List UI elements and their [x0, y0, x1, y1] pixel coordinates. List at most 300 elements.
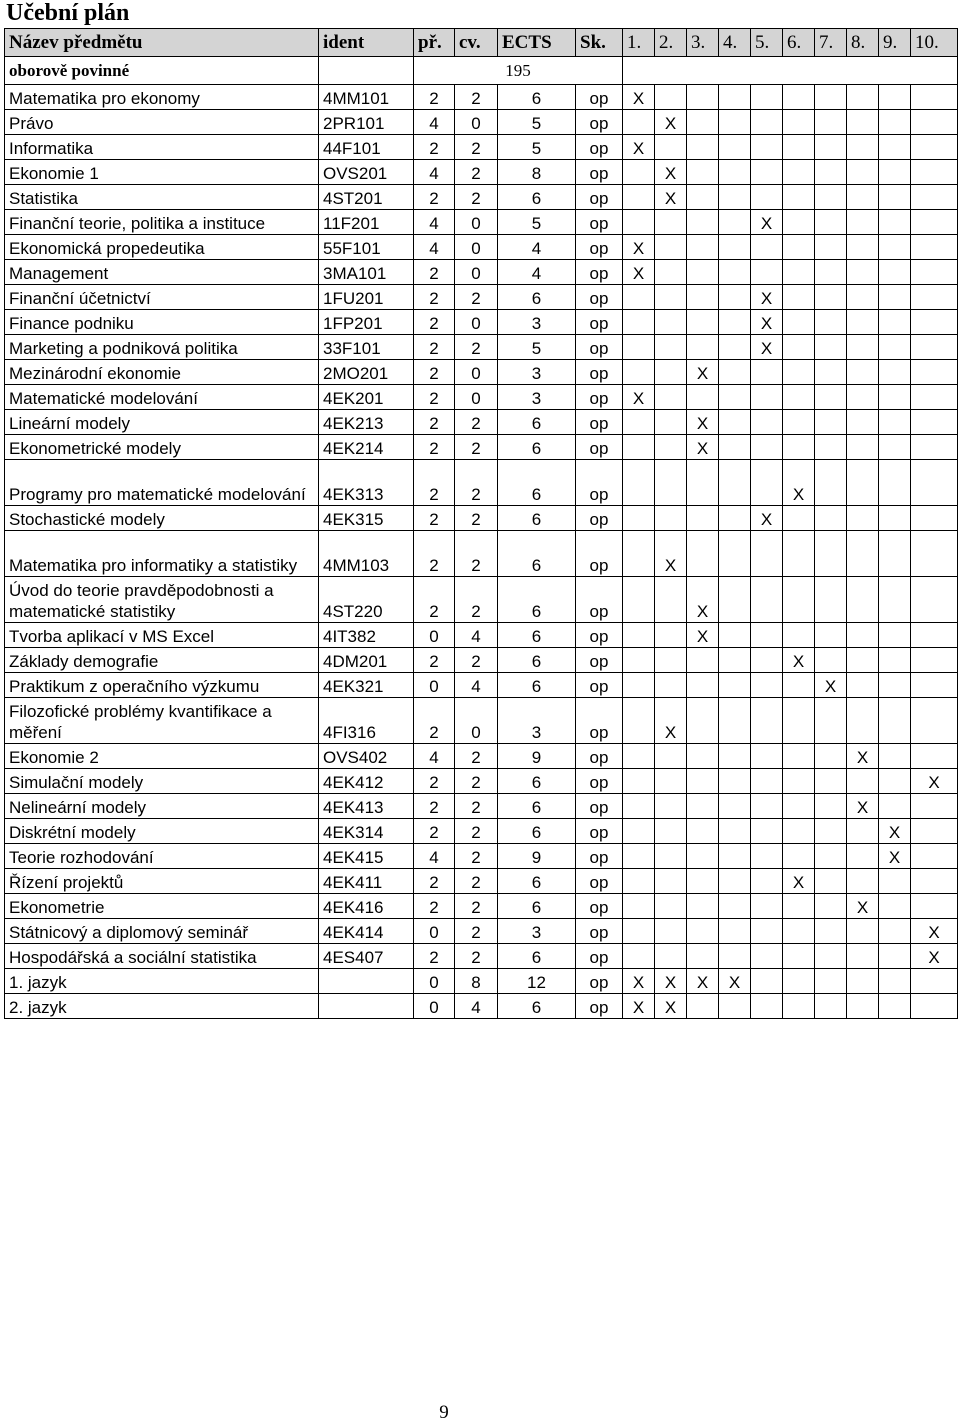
table-row	[5, 844, 958, 869]
semester-cell-9	[879, 969, 911, 994]
semester-cell-1	[623, 110, 655, 135]
header-completion: Sk.	[576, 29, 623, 57]
course-completion: op	[576, 235, 623, 260]
header-semester-3: 3.	[687, 29, 719, 57]
course-name: Nelineární modely	[5, 794, 319, 819]
course-ects: 6	[498, 769, 576, 794]
course-completion: op	[576, 435, 623, 460]
course-name: 2. jazyk	[5, 994, 319, 1019]
semester-cell-10	[911, 869, 958, 894]
semester-cell-6	[783, 360, 815, 385]
semester-cell-10	[911, 235, 958, 260]
semester-cell-9	[879, 460, 911, 506]
course-ident: 4EK214	[319, 435, 414, 460]
semester-cell-7	[815, 698, 847, 744]
table-row	[5, 944, 958, 969]
semester-cell-6	[783, 577, 815, 623]
semester-cell-9	[879, 506, 911, 531]
semester-cell-8	[847, 698, 879, 744]
semester-cell-7	[815, 844, 847, 869]
course-lectures: 2	[414, 577, 455, 623]
course-ects: 6	[498, 410, 576, 435]
semester-cell-8	[847, 819, 879, 844]
semester-cell-1	[623, 698, 655, 744]
semester-cell-2	[655, 919, 687, 944]
table-row	[5, 385, 958, 410]
semester-cell-4	[719, 135, 751, 160]
semester-cell-9	[879, 310, 911, 335]
semester-cell-10	[911, 185, 958, 210]
semester-cell-10	[911, 285, 958, 310]
course-name: Státnicový a diplomový seminář	[5, 919, 319, 944]
course-name: Diskrétní modely	[5, 819, 319, 844]
semester-cell-8	[847, 577, 879, 623]
semester-cell-6	[783, 185, 815, 210]
semester-cell-2	[655, 260, 687, 285]
semester-cell-5	[751, 969, 783, 994]
course-ident: 33F101	[319, 335, 414, 360]
header-semester-4: 4.	[719, 29, 751, 57]
course-lectures: 2	[414, 185, 455, 210]
table-row	[5, 185, 958, 210]
semester-cell-8	[847, 360, 879, 385]
semester-cell-6	[783, 673, 815, 698]
course-lectures: 2	[414, 360, 455, 385]
course-exercises: 2	[455, 335, 498, 360]
semester-cell-8	[847, 623, 879, 648]
semester-cell-5	[751, 360, 783, 385]
course-lectures: 0	[414, 919, 455, 944]
semester-cell-1	[623, 210, 655, 235]
semester-cell-3	[687, 919, 719, 944]
course-exercises: 8	[455, 969, 498, 994]
semester-cell-9	[879, 210, 911, 235]
course-ident	[319, 969, 414, 994]
semester-cell-5	[751, 769, 783, 794]
course-name: Úvod do teorie pravděpodobnosti a matematické statistiky	[5, 577, 319, 623]
table-row	[5, 160, 958, 185]
course-exercises: 2	[455, 135, 498, 160]
table-row	[5, 506, 958, 531]
semester-cell-6	[783, 769, 815, 794]
course-completion: op	[576, 844, 623, 869]
semester-cell-2: X	[655, 698, 687, 744]
course-lectures: 2	[414, 698, 455, 744]
semester-cell-2	[655, 844, 687, 869]
semester-cell-4	[719, 185, 751, 210]
course-lectures: 2	[414, 335, 455, 360]
course-ects: 6	[498, 794, 576, 819]
course-completion: op	[576, 185, 623, 210]
semester-cell-3	[687, 531, 719, 577]
course-name: Matematické modelování	[5, 385, 319, 410]
curriculum-table-body	[5, 29, 958, 1019]
course-completion: op	[576, 673, 623, 698]
semester-cell-3: X	[687, 969, 719, 994]
semester-cell-5	[751, 894, 783, 919]
semester-cell-2	[655, 385, 687, 410]
semester-cell-4	[719, 506, 751, 531]
semester-cell-3	[687, 769, 719, 794]
semester-cell-6	[783, 744, 815, 769]
course-ects: 6	[498, 944, 576, 969]
semester-cell-7	[815, 260, 847, 285]
semester-cell-2	[655, 819, 687, 844]
semester-cell-8	[847, 160, 879, 185]
course-completion: op	[576, 460, 623, 506]
course-exercises: 2	[455, 944, 498, 969]
course-completion: op	[576, 648, 623, 673]
semester-cell-3	[687, 460, 719, 506]
semester-cell-9	[879, 185, 911, 210]
course-name: Ekonometrické modely	[5, 435, 319, 460]
semester-cell-8	[847, 944, 879, 969]
course-name: Finance podniku	[5, 310, 319, 335]
semester-cell-7	[815, 210, 847, 235]
semester-cell-9	[879, 260, 911, 285]
semester-cell-4	[719, 360, 751, 385]
semester-cell-4	[719, 85, 751, 110]
semester-cell-4	[719, 385, 751, 410]
course-completion: op	[576, 410, 623, 435]
table-row	[5, 623, 958, 648]
semester-cell-3: X	[687, 623, 719, 648]
course-exercises: 2	[455, 410, 498, 435]
course-completion: op	[576, 944, 623, 969]
semester-cell-8	[847, 769, 879, 794]
table-row	[5, 335, 958, 360]
semester-cell-2	[655, 410, 687, 435]
course-ident: OVS402	[319, 744, 414, 769]
semester-cell-3	[687, 844, 719, 869]
semester-cell-9	[879, 385, 911, 410]
semester-cell-5: X	[751, 506, 783, 531]
course-exercises: 2	[455, 744, 498, 769]
course-name: Řízení projektů	[5, 869, 319, 894]
semester-cell-1: X	[623, 994, 655, 1019]
semester-cell-5	[751, 819, 783, 844]
semester-cell-5	[751, 794, 783, 819]
course-name: Finanční účetnictví	[5, 285, 319, 310]
semester-cell-2	[655, 794, 687, 819]
semester-cell-1	[623, 360, 655, 385]
semester-cell-10	[911, 506, 958, 531]
course-name: Mezinárodní ekonomie	[5, 360, 319, 385]
course-lectures: 2	[414, 410, 455, 435]
semester-cell-8	[847, 335, 879, 360]
table-row	[5, 410, 958, 435]
course-exercises: 0	[455, 385, 498, 410]
semester-cell-10	[911, 360, 958, 385]
semester-cell-2	[655, 460, 687, 506]
course-ects: 6	[498, 894, 576, 919]
semester-cell-10: X	[911, 919, 958, 944]
course-ident: 4ST220	[319, 577, 414, 623]
semester-cell-10	[911, 135, 958, 160]
semester-cell-8	[847, 969, 879, 994]
table-row	[5, 969, 958, 994]
course-lectures: 2	[414, 135, 455, 160]
course-completion: op	[576, 577, 623, 623]
semester-cell-3	[687, 260, 719, 285]
semester-cell-4	[719, 160, 751, 185]
course-ects: 6	[498, 819, 576, 844]
semester-cell-2	[655, 235, 687, 260]
course-ident: 4DM201	[319, 648, 414, 673]
semester-cell-6	[783, 335, 815, 360]
semester-cell-10	[911, 160, 958, 185]
semester-cell-2: X	[655, 160, 687, 185]
semester-cell-6	[783, 435, 815, 460]
semester-cell-9	[879, 577, 911, 623]
group-semester-cells	[623, 57, 958, 85]
semester-cell-9	[879, 648, 911, 673]
semester-cell-7	[815, 623, 847, 648]
semester-cell-2	[655, 744, 687, 769]
semester-cell-1	[623, 794, 655, 819]
course-exercises: 0	[455, 310, 498, 335]
semester-cell-10: X	[911, 769, 958, 794]
table-row	[5, 994, 958, 1019]
semester-cell-8	[847, 869, 879, 894]
semester-cell-9	[879, 410, 911, 435]
semester-cell-7	[815, 360, 847, 385]
course-completion: op	[576, 819, 623, 844]
header-name: Název předmětu	[5, 29, 319, 57]
semester-cell-3	[687, 894, 719, 919]
semester-cell-3	[687, 794, 719, 819]
course-exercises: 4	[455, 623, 498, 648]
semester-cell-7	[815, 894, 847, 919]
course-exercises: 2	[455, 577, 498, 623]
course-lectures: 2	[414, 794, 455, 819]
course-name: Právo	[5, 110, 319, 135]
semester-cell-9	[879, 110, 911, 135]
semester-cell-1: X	[623, 85, 655, 110]
course-ects: 6	[498, 577, 576, 623]
semester-cell-7	[815, 819, 847, 844]
course-exercises: 0	[455, 698, 498, 744]
course-ects: 3	[498, 310, 576, 335]
course-name: Ekonometrie	[5, 894, 319, 919]
semester-cell-10	[911, 994, 958, 1019]
semester-cell-10	[911, 531, 958, 577]
semester-cell-3	[687, 506, 719, 531]
course-lectures: 2	[414, 531, 455, 577]
semester-cell-3	[687, 110, 719, 135]
course-completion: op	[576, 744, 623, 769]
semester-cell-5: X	[751, 335, 783, 360]
semester-cell-1: X	[623, 260, 655, 285]
semester-cell-9	[879, 85, 911, 110]
semester-cell-10	[911, 698, 958, 744]
semester-cell-9	[879, 944, 911, 969]
semester-cell-5	[751, 673, 783, 698]
course-exercises: 2	[455, 531, 498, 577]
semester-cell-9	[879, 769, 911, 794]
semester-cell-9	[879, 698, 911, 744]
semester-cell-4	[719, 648, 751, 673]
course-exercises: 2	[455, 894, 498, 919]
semester-cell-5	[751, 698, 783, 744]
semester-cell-2	[655, 869, 687, 894]
semester-cell-7	[815, 410, 847, 435]
semester-cell-1	[623, 577, 655, 623]
semester-cell-1	[623, 185, 655, 210]
semester-cell-1: X	[623, 969, 655, 994]
semester-cell-10	[911, 844, 958, 869]
course-lectures: 2	[414, 648, 455, 673]
semester-cell-6	[783, 235, 815, 260]
semester-cell-10	[911, 410, 958, 435]
course-exercises: 2	[455, 460, 498, 506]
semester-cell-6	[783, 794, 815, 819]
semester-cell-9	[879, 160, 911, 185]
semester-cell-6	[783, 285, 815, 310]
course-lectures: 4	[414, 744, 455, 769]
semester-cell-3: X	[687, 360, 719, 385]
semester-cell-1	[623, 919, 655, 944]
semester-cell-10	[911, 623, 958, 648]
course-exercises: 4	[455, 994, 498, 1019]
semester-cell-3	[687, 285, 719, 310]
course-lectures: 2	[414, 310, 455, 335]
course-ident: 4EK411	[319, 869, 414, 894]
course-ects: 3	[498, 698, 576, 744]
course-ects: 6	[498, 531, 576, 577]
table-row	[5, 210, 958, 235]
semester-cell-2	[655, 894, 687, 919]
semester-cell-7	[815, 235, 847, 260]
semester-cell-3	[687, 160, 719, 185]
header-semester-10: 10.	[911, 29, 958, 57]
semester-cell-4	[719, 894, 751, 919]
header-lectures: př.	[414, 29, 455, 57]
semester-cell-10: X	[911, 944, 958, 969]
semester-cell-4	[719, 285, 751, 310]
table-row	[5, 135, 958, 160]
course-completion: op	[576, 385, 623, 410]
semester-cell-3	[687, 698, 719, 744]
header-semester-2: 2.	[655, 29, 687, 57]
course-ident: 2PR101	[319, 110, 414, 135]
semester-cell-6	[783, 623, 815, 648]
semester-cell-4	[719, 944, 751, 969]
semester-cell-8	[847, 385, 879, 410]
course-ident: 4EK213	[319, 410, 414, 435]
semester-cell-4	[719, 869, 751, 894]
semester-cell-4	[719, 819, 751, 844]
semester-cell-3: X	[687, 577, 719, 623]
semester-cell-6	[783, 260, 815, 285]
table-row	[5, 919, 958, 944]
semester-cell-8	[847, 285, 879, 310]
semester-cell-8	[847, 185, 879, 210]
semester-cell-6	[783, 919, 815, 944]
semester-cell-7	[815, 869, 847, 894]
course-completion: op	[576, 360, 623, 385]
course-completion: op	[576, 994, 623, 1019]
semester-cell-2: X	[655, 110, 687, 135]
course-lectures: 2	[414, 435, 455, 460]
course-completion: op	[576, 135, 623, 160]
semester-cell-1	[623, 869, 655, 894]
semester-cell-4	[719, 235, 751, 260]
semester-cell-1	[623, 435, 655, 460]
semester-cell-10	[911, 744, 958, 769]
semester-cell-10	[911, 648, 958, 673]
course-ident: 4EK413	[319, 794, 414, 819]
table-row	[5, 744, 958, 769]
course-completion: op	[576, 506, 623, 531]
course-ident: 2MO201	[319, 360, 414, 385]
header-semester-1: 1.	[623, 29, 655, 57]
course-ects: 3	[498, 385, 576, 410]
table-row	[5, 460, 958, 506]
course-lectures: 2	[414, 869, 455, 894]
semester-cell-9	[879, 623, 911, 648]
course-lectures: 2	[414, 819, 455, 844]
semester-cell-4	[719, 460, 751, 506]
semester-cell-6	[783, 844, 815, 869]
page-title: Učební plán	[6, 0, 130, 26]
semester-cell-6	[783, 819, 815, 844]
course-completion: op	[576, 531, 623, 577]
semester-cell-6	[783, 944, 815, 969]
course-lectures: 2	[414, 285, 455, 310]
course-completion: op	[576, 869, 623, 894]
course-name: Teorie rozhodování	[5, 844, 319, 869]
semester-cell-8	[847, 235, 879, 260]
semester-cell-8	[847, 310, 879, 335]
semester-cell-5	[751, 744, 783, 769]
course-exercises: 0	[455, 260, 498, 285]
semester-cell-10	[911, 435, 958, 460]
semester-cell-1	[623, 744, 655, 769]
course-lectures: 0	[414, 969, 455, 994]
semester-cell-6	[783, 410, 815, 435]
semester-cell-1	[623, 819, 655, 844]
course-exercises: 0	[455, 210, 498, 235]
semester-cell-6	[783, 994, 815, 1019]
course-lectures: 2	[414, 460, 455, 506]
table-row	[5, 531, 958, 577]
semester-cell-9	[879, 435, 911, 460]
semester-cell-7	[815, 744, 847, 769]
course-ident: 4EK315	[319, 506, 414, 531]
semester-cell-6	[783, 85, 815, 110]
semester-cell-4	[719, 310, 751, 335]
semester-cell-8	[847, 260, 879, 285]
semester-cell-7	[815, 577, 847, 623]
semester-cell-3	[687, 135, 719, 160]
semester-cell-5	[751, 531, 783, 577]
semester-cell-2	[655, 648, 687, 673]
course-exercises: 2	[455, 85, 498, 110]
semester-cell-6	[783, 385, 815, 410]
course-exercises: 2	[455, 794, 498, 819]
course-ident: 4FI316	[319, 698, 414, 744]
semester-cell-4: X	[719, 969, 751, 994]
course-completion: op	[576, 919, 623, 944]
semester-cell-6	[783, 969, 815, 994]
course-exercises: 2	[455, 285, 498, 310]
table-row	[5, 360, 958, 385]
header-semester-7: 7.	[815, 29, 847, 57]
semester-cell-5	[751, 577, 783, 623]
semester-cell-1	[623, 285, 655, 310]
semester-cell-2: X	[655, 969, 687, 994]
